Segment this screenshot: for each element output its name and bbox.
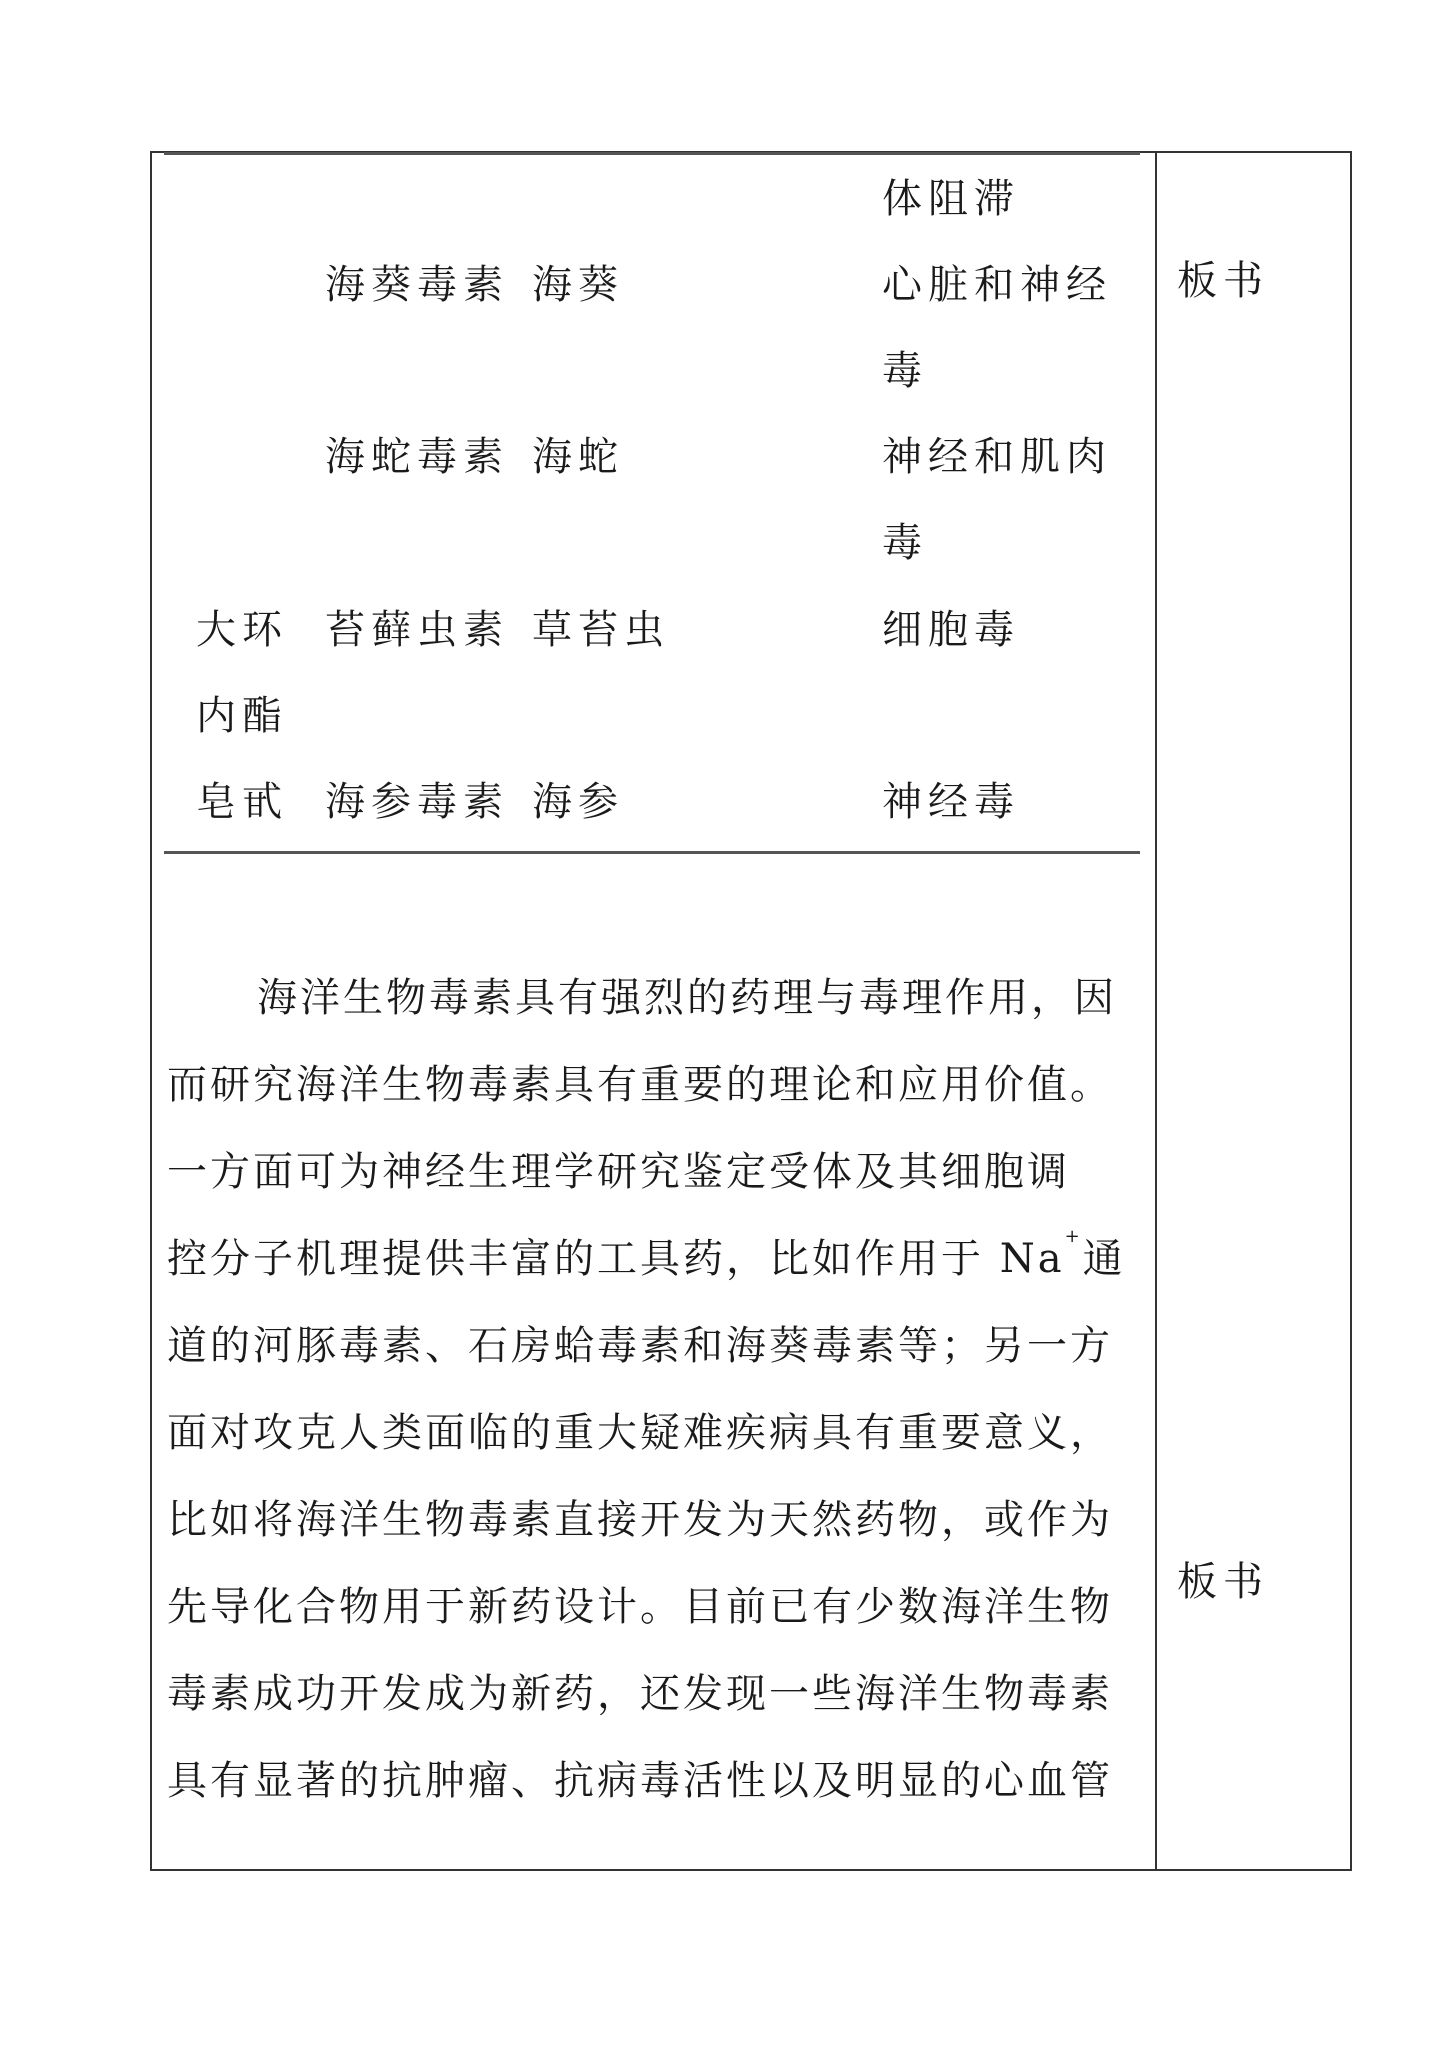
paragraph-line: 海洋生物毒素具有强烈的药理与毒理作用，因 [257,975,1117,1021]
column-divider [1155,151,1157,1871]
paragraph-line: 面对攻克人类面临的重大疑难疾病具有重要意义， [167,1410,1113,1456]
class-cell: 皂甙 [196,779,288,825]
class-cell: 内酯 [196,693,288,739]
paragraph-line-text: 控分子机理提供丰富的工具药，比如作用于 Na [167,1236,1065,1282]
source-cell: 草苔虫 [532,607,670,653]
paragraph-line-suffix: 通 [1082,1236,1126,1282]
source-cell: 海蛇 [532,434,624,480]
effect-cell: 毒 [882,520,928,566]
effect-cell: 体阻滞 [882,176,1020,222]
paragraph-line: 具有显著的抗肿瘤、抗病毒活性以及明显的心血管 [167,1758,1113,1804]
table-bottom-rule [164,851,1140,854]
side-note: 板书 [1177,1559,1269,1605]
table-top-rule [164,152,1140,155]
effect-cell: 神经毒 [882,779,1020,825]
toxin-cell: 苔藓虫素 [325,607,509,653]
toxin-cell: 海参毒素 [325,779,509,825]
paragraph-line: 毒素成功开发成为新药，还发现一些海洋生物毒素 [167,1671,1113,1717]
effect-cell: 心脏和神经 [882,262,1112,308]
paragraph-line [167,1216,1145,1303]
paragraph-line: 一方面可为神经生理学研究鉴定受体及其细胞调 [167,1149,1070,1195]
paragraph-line: 而研究海洋生物毒素具有重要的理论和应用价值。 [167,1062,1113,1108]
body-paragraph [167,955,1145,1825]
effect-cell: 细胞毒 [882,607,1020,653]
effect-cell: 神经和肌肉 [882,434,1112,480]
na-superscript: + [1064,1226,1083,1247]
toxin-cell: 海蛇毒素 [325,434,509,480]
paragraph-line: 先导化合物用于新药设计。目前已有少数海洋生物 [167,1584,1113,1630]
side-note: 板书 [1177,258,1269,304]
paragraph-line: 道的河豚毒素、石房蛤毒素和海葵毒素等；另一方 [167,1323,1113,1369]
class-cell: 大环 [196,607,288,653]
paragraph-line: 比如将海洋生物毒素直接开发为天然药物，或作为 [167,1497,1113,1543]
source-cell: 海葵 [532,262,624,308]
effect-cell: 毒 [882,348,928,394]
toxin-cell: 海葵毒素 [325,262,509,308]
source-cell: 海参 [532,779,624,825]
